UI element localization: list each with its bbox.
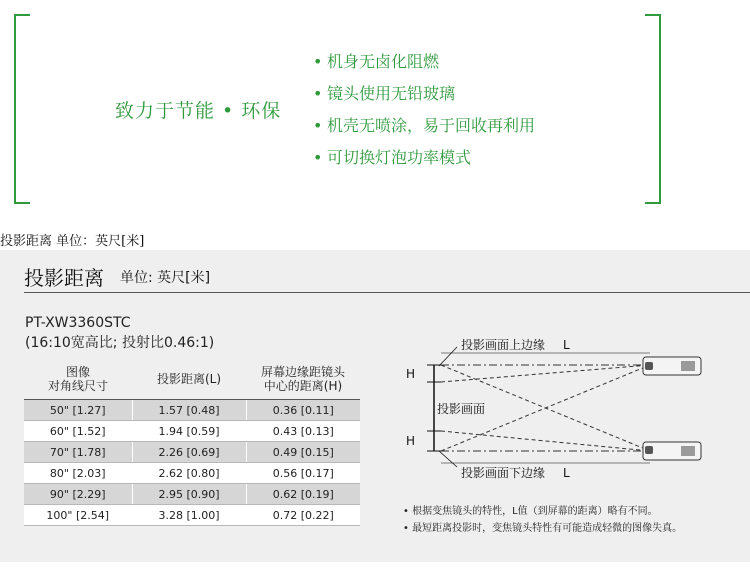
h-label: H: [406, 434, 416, 448]
table-row: [24, 400, 360, 421]
table-cell: 0.43 [0.13]: [246, 421, 360, 442]
table-cell: 50" [1.27]: [24, 400, 132, 421]
table-cell: 100" [2.54]: [24, 505, 132, 526]
eco-feature-item: • 可切换灯泡功率模式: [313, 145, 535, 177]
leader-line: [439, 347, 457, 366]
table-cell: 90" [2.29]: [24, 484, 132, 505]
projection-ray: [441, 365, 650, 382]
eco-feature-item: • 镜头使用无铅玻璃: [313, 81, 535, 113]
table-row: [24, 484, 360, 505]
footnote: • 最短距离投影时，变焦镜头特性有可能造成轻微的图像失真。: [403, 523, 683, 534]
panel-title: 投影距离: [24, 266, 104, 290]
projection-diagram: [395, 335, 735, 485]
eco-feature-list: [313, 49, 535, 177]
table-cell: 0.56 [0.17]: [246, 463, 360, 484]
table-cell: 70" [1.78]: [24, 442, 132, 463]
table-cell: 2.95 [0.90]: [132, 484, 246, 505]
column-header-distance: 投影距离(L): [132, 359, 246, 400]
table-cell: 0.49 [0.15]: [246, 442, 360, 463]
model-name: PT-XW3360STC: [25, 315, 131, 331]
bullet-icon: •: [313, 52, 323, 71]
footnote: • 根据变焦镜头的特性，L值（到屏幕的距离）略有不同。: [403, 506, 658, 517]
table-cell: 0.62 [0.19]: [246, 484, 360, 505]
h-label: H: [406, 367, 416, 381]
bullet-icon: •: [313, 84, 323, 103]
leader-line: [439, 451, 457, 467]
table-cell: 3.28 [1.00]: [132, 505, 246, 526]
table-cell: 2.62 [0.80]: [132, 463, 246, 484]
bullet-icon: •: [313, 116, 323, 135]
column-header-diagonal: 图像 对角线尺寸: [24, 359, 132, 400]
table-cell: 1.57 [0.48]: [132, 400, 246, 421]
eco-banner: [0, 0, 680, 222]
projector-icon: [643, 357, 701, 375]
table-cell: 0.36 [0.11]: [246, 400, 360, 421]
table-cell: 1.94 [0.59]: [132, 421, 246, 442]
table-cell: 0.72 [0.22]: [246, 505, 360, 526]
screen-label: 投影画面: [437, 402, 486, 416]
table-row: [24, 463, 360, 484]
table-row: [24, 505, 360, 526]
column-header-height: 屏幕边缘距镜头 中心的距离(H): [246, 359, 360, 400]
table-cell: 2.26 [0.69]: [132, 442, 246, 463]
table-cell: 80" [2.03]: [24, 463, 132, 484]
section-heading: 投影距离 单位：英尺[米]: [0, 234, 145, 249]
bottom-edge-label: 投影画面下边缘: [461, 466, 546, 480]
l-label: L: [563, 338, 570, 352]
eco-feature-item: • 机身无卤化阻燃: [313, 49, 535, 81]
table-row: [24, 442, 360, 463]
top-edge-label: 投影画面上边缘: [461, 338, 546, 352]
eco-slogan: 致力于节能 • 环保: [115, 100, 282, 122]
divider: [24, 292, 750, 293]
panel-unit: 单位: 英尺[米]: [120, 270, 211, 286]
eco-feature-item: • 机壳无喷涂，易于回收再利用: [313, 113, 535, 145]
table-row: [24, 421, 360, 442]
table-cell: 60" [1.52]: [24, 421, 132, 442]
projection-ray: [441, 431, 650, 451]
model-spec: (16:10宽高比; 投射比0.46:1): [25, 335, 215, 351]
distance-table: [24, 359, 360, 526]
l-label: L: [563, 466, 570, 480]
bullet-icon: •: [313, 148, 323, 167]
projector-icon: [643, 442, 701, 460]
right-bracket: [645, 14, 661, 204]
left-bracket: [14, 14, 30, 204]
